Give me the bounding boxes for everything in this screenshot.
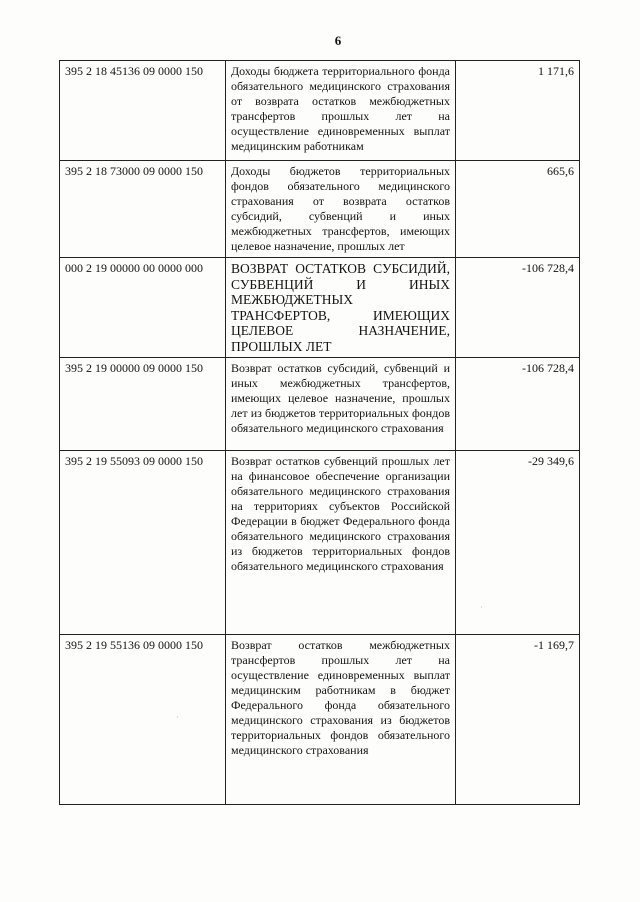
scan-speck: · xyxy=(176,712,179,722)
table-row xyxy=(60,258,580,358)
revenue-name-cell: Возврат остатков межбюджетных трансфертов прошлых лет на осуществление единовременных выплат медицинским работникам в бюджет Федерального фонда обязательного медицинского страхования из бюджетов территориальных фондов обязательного медицинского страхования xyxy=(226,635,456,805)
page-number: 6 xyxy=(334,33,342,48)
table-row xyxy=(60,451,580,635)
budget-code-cell: 395 2 19 00000 09 0000 150 xyxy=(60,358,226,451)
table-row xyxy=(60,635,580,805)
table-row xyxy=(60,161,580,258)
revenue-name-cell: Доходы бюджета территориального фонда обязательного медицинского страхования от возврата остатков межбюджетных трансфертов прошлых лет на осуществление единовременных выплат медицинским работникам xyxy=(226,61,456,161)
amount-cell: -29 349,6 xyxy=(456,451,580,635)
budget-code-cell: 395 2 18 45136 09 0000 150 xyxy=(60,61,226,161)
amount-cell: -106 728,4 xyxy=(456,258,580,358)
table-row xyxy=(60,61,580,161)
amount-cell: 665,6 xyxy=(456,161,580,258)
amount-cell: -1 169,7 xyxy=(456,635,580,805)
budget-code-cell: 395 2 19 55136 09 0000 150 xyxy=(60,635,226,805)
budget-code-cell: 395 2 19 55093 09 0000 150 xyxy=(60,451,226,635)
revenue-name-cell: Возврат остатков субвенций прошлых лет на финансовое обеспечение организации обязательного медицинского страхования на территориях субъектов Российской Федерации в бюджет Федерального фонда обязательного медицинского страхования из бюджетов территориальных фондов обязательного медицинского страхования xyxy=(226,451,456,635)
amount-cell: 1 171,6 xyxy=(456,61,580,161)
scan-speck: · xyxy=(480,602,483,612)
revenue-name-cell: Доходы бюджетов территориальных фондов обязательного медицинского страхования от возврата остатков субсидий, субвенций и иных межбюджетных трансфертов, имеющих целевое назначение, прошлых лет xyxy=(226,161,456,258)
revenue-name-cell: Возврат остатков субсидий, субвенций и иных межбюджетных трансфертов, имеющих целевое назначение, прошлых лет из бюджетов территориальных фондов обязательного медицинского страхования xyxy=(226,358,456,451)
table-row xyxy=(60,358,580,451)
amount-cell: -106 728,4 xyxy=(456,358,580,451)
budget-revenue-table xyxy=(59,60,580,805)
budget-code-cell: 395 2 18 73000 09 0000 150 xyxy=(60,161,226,258)
revenue-name-cell: ВОЗВРАТ ОСТАТКОВ СУБСИДИЙ, СУБВЕНЦИЙ И ИНЫХ МЕЖБЮДЖЕТНЫХ ТРАНСФЕРТОВ, ИМЕЮЩИХ ЦЕЛЕВОЕ НАЗНАЧЕНИЕ, ПРОШЛЫХ ЛЕТ xyxy=(226,258,456,358)
budget-code-cell: 000 2 19 00000 00 0000 000 xyxy=(60,258,226,358)
